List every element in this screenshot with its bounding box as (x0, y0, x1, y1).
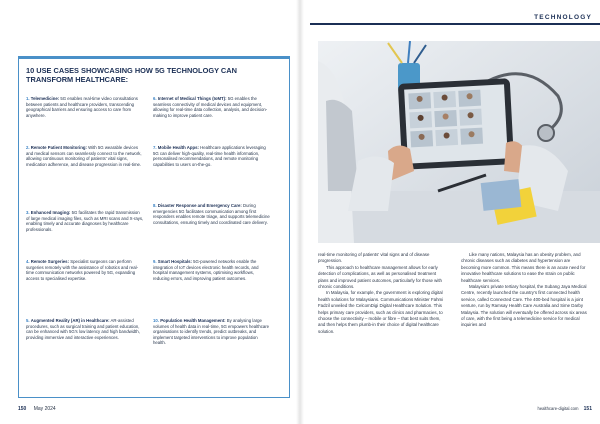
item-text: With 5G wearable devices and medical sensors can seamlessly connect to the network, allowing continuous monitoring of patients' vital signs, medication adherence, and disease progression in real-time. (26, 145, 142, 167)
use-case-item (26, 145, 144, 167)
use-case-item (153, 145, 271, 167)
body-column-2 (461, 252, 589, 329)
item-number: 7. (153, 145, 157, 150)
section-tag: TECHNOLOGY (534, 14, 592, 21)
item-number: 1. (26, 96, 30, 101)
use-case-item (26, 96, 144, 118)
body-paragraph: Like many nations, Malaysia has an obesity problem, and chronic diseases such as diabetes and hypertension are becoming more common. This means there is an acute need for innovative healthcare solutions to ease the strain on public healthcare services. (461, 252, 586, 283)
left-footer (18, 406, 56, 412)
item-number: 3. (26, 210, 30, 215)
use-case-item (26, 259, 144, 281)
item-number: 4. (26, 259, 30, 264)
body-paragraph: In Malaysia, for example, the government is exploring digital health solutions for Malaysians. Communications Minister Fahmi Fadzil unveiled the CelcomDigi Digital Healthcare Solution. This helps primary care providers, such as clinics and pharmacies, to choose the connectivity – mobile or fibre – that best suits them, and then helps them plumb-in their choice of digital healthcare solution. (318, 290, 444, 334)
box-top-rule (18, 56, 290, 59)
item-heading: Augmented Reality (AR) in Healthcare: (30, 318, 110, 323)
item-heading: Telemedicine: (30, 96, 60, 101)
item-heading: Remote Surgeries: (30, 259, 70, 264)
item-number: 9. (153, 259, 157, 264)
item-text: AR-assisted procedures, such as surgical training and patient education, can be enhanced with 5G's low latency and high bandwidth, providing immersive and interactive experiences. (26, 318, 140, 340)
section-rule (310, 23, 600, 25)
page-gutter (296, 0, 304, 424)
item-heading: Mobile Health Apps: (157, 145, 199, 150)
page-number: 150 (18, 406, 27, 412)
item-text: Healthcare applications leveraging 5G can deliver high-quality, real-time health information, personalised recommendations, and remote monitoring capabilities to users on-the-go. (153, 145, 266, 167)
right-footer (538, 406, 592, 412)
issue-date: May 2024 (33, 406, 56, 412)
use-case-item (26, 210, 144, 232)
item-number: 5. (26, 318, 30, 323)
item-number: 10. (153, 318, 159, 323)
body-paragraph: Malaysia's private tertiary hospital, the Subang Jaya Medical Centre, recently launched the country's first connected health service, called Connected Care. The 400-bed hospital is a joint venture, run by Ramsay Health Care Australia and Sime Darby Malaysia. The solution will eventually be offered across six areas of care, with the first being a telemedicine service for medical inquiries and (461, 284, 587, 328)
item-heading: Smart Hospitals: (157, 259, 192, 264)
body-paragraph: real-time monitoring of patients' vital signs and of disease progression. (318, 252, 430, 264)
item-text: Specialist surgeons can perform surgeries remotely with the assistance of robotics and real-time communication networks powered by 5G, expanding access to specialised expertise. (26, 259, 139, 281)
item-heading: Enhanced Imaging: (30, 210, 71, 215)
item-text: 5G enables real-time video consultations between patients and healthcare providers, transcending geographical barriers and ensuring access to care from anywhere. (26, 96, 138, 118)
item-heading: Internet of Medical Things (IoMT): (157, 96, 227, 101)
video-call-grid (408, 90, 483, 148)
item-heading: Population Health Management: (160, 318, 226, 323)
use-case-item (153, 318, 271, 346)
item-text: 5G-powered networks enable the integration of IoT devices electronic health records, and hospital management systems, optimising workflows, reducing errors, and improving patient outcomes. (153, 259, 259, 281)
site-url: healthcare-digital.com (537, 406, 579, 411)
telemedicine-photo (318, 41, 600, 243)
item-number: 2. (26, 145, 30, 150)
telemedicine-photo-illustration (318, 41, 600, 243)
use-case-item (153, 96, 271, 118)
item-number: 6. (153, 96, 157, 101)
item-text: By analysing large volumes of health data in real-time, 5G empowers healthcare organisations to identify trends, predict outbreaks, and implement targeted interventions to improve population health. (153, 318, 270, 345)
use-case-item (153, 259, 271, 281)
item-heading: Remote Patient Monitoring: (30, 145, 87, 150)
item-text: 5G enables the seamless connectivity of medical devices and equipment, allowing for real-time data collection, analysis, and decision-making to improve patient care. (153, 96, 268, 118)
body-paragraph: This approach to healthcare management allows for early detection of complications, as well as personalised treatment plans and improved patient outcomes, particularly for those with chronic conditions. (318, 264, 442, 290)
item-number: 8. (153, 203, 157, 208)
item-text: 5G facilitates the rapid transmission of large medical imaging files, such as MRI scans and X-rays, enabling timely and accurate diagnoses by healthcare professionals. (26, 210, 144, 232)
use-case-item (153, 203, 271, 225)
item-text: During emergencies 5G facilitates communication among first responders enables remote triage, and supports telemedicine consultations, ensuring timely and coordinated care delivery. (153, 203, 270, 225)
body-column-1 (318, 252, 446, 335)
use-case-item (26, 318, 144, 340)
box-title: 10 USE CASES SHOWCASING HOW 5G TECHNOLOGY CAN TRANSFORM HEALTHCARE: (26, 66, 237, 84)
page-number: 151 (583, 406, 592, 412)
item-heading: Disaster Response and Emergency Care: (157, 203, 242, 208)
